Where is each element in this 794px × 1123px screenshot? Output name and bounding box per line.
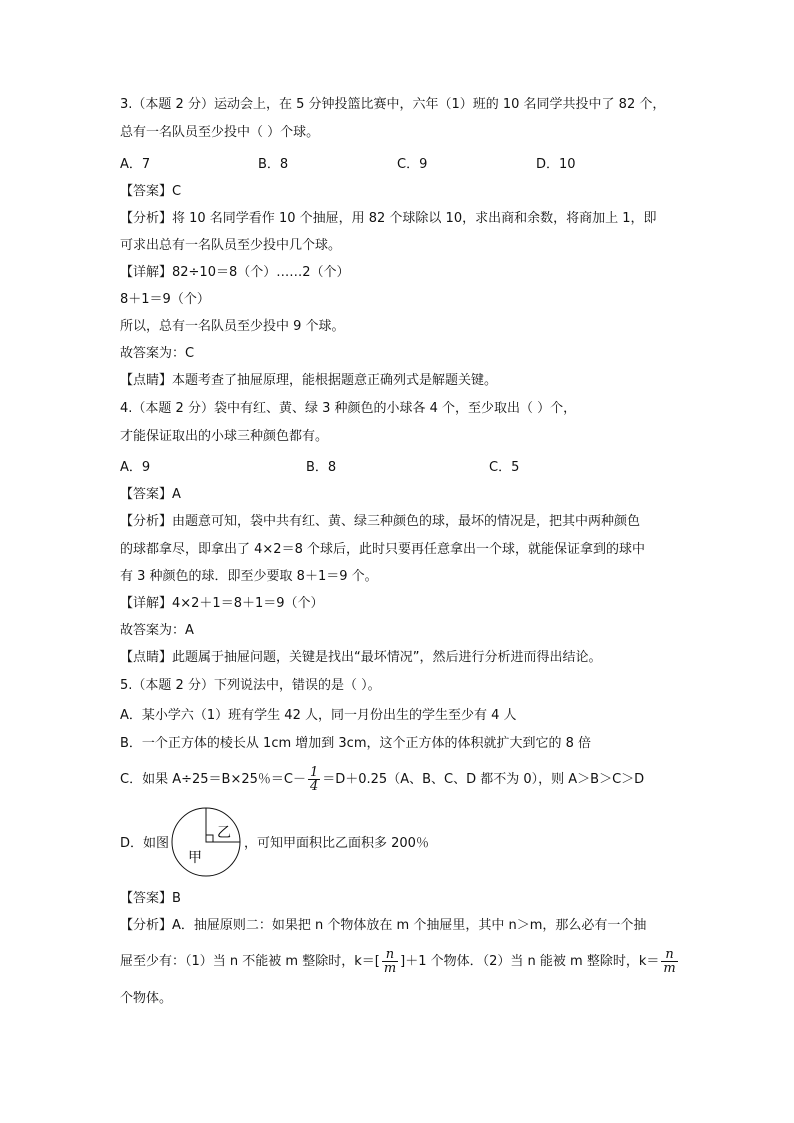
fraction-numerator: n — [661, 948, 677, 962]
q4-option-a: A．9 — [120, 460, 151, 475]
q5-option-d-suffix: ，可知甲面积比乙面积多 200％ — [244, 836, 429, 851]
q3-option-a: A．7 — [120, 157, 151, 172]
q4-final-answer: 故答案为：A — [120, 623, 194, 638]
q5-analysis-line1: 【分析】A．抽屉原则二：如果把 n 个物体放在 m 个抽屉里，其中 n＞m，那么必有一个抽 — [120, 918, 647, 933]
fraction-n-over-m — [382, 948, 398, 975]
q5-analysis-line3: 个物体。 — [120, 991, 173, 1006]
fraction-denominator: m — [663, 961, 676, 976]
fraction-numerator: 1 — [309, 765, 319, 780]
q3-option-d: D．10 — [536, 157, 576, 172]
q3-analysis-line2: 可求出总有一名队员至少投中几个球。 — [120, 238, 342, 253]
figure-label-yi: 乙 — [217, 825, 231, 841]
circle-figure — [170, 806, 242, 878]
q4-option-c: C．5 — [489, 460, 520, 475]
right-angle-mark — [206, 835, 213, 842]
q3-detail-line1: 【详解】82÷10＝8（个）……2（个） — [120, 265, 350, 280]
figure-label-jia: 甲 — [188, 850, 202, 866]
q3-analysis-line1: 【分析】将 10 名同学看作 10 个抽屉，用 82 个球除以 10，求出商和余数，将商加上 1，即 — [120, 211, 657, 226]
q3-stem-line1: 3.（本题 2 分）运动会上，在 5 分钟投篮比赛中，六年（1）班的 10 名同学共投中了 82 个， — [120, 97, 666, 112]
q5-option-c-suffix: ＝D＋0.25（A、B、C、D 都不为 0），则 A＞B＞C＞D — [322, 772, 645, 787]
q3-comment: 【点睛】本题考查了抽屉原理，能根据题意正确列式是解题关键。 — [120, 373, 498, 388]
q4-comment: 【点睛】此题属于抽屉问题，关键是找出“最坏情况”，然后进行分析进而得出结论。 — [120, 650, 602, 665]
q4-analysis-line1: 【分析】由题意可知，袋中共有红、黄、绿三种颜色的球，最坏的情况是，把其中两种颜色 — [120, 514, 641, 529]
fraction-denominator: 4 — [309, 779, 319, 794]
q3-stem-line2: 总有一名队员至少投中（ ）个球。 — [120, 125, 320, 140]
q4-analysis-line2: 的球都拿尽，即拿出了 4×2＝8 个球后，此时只要再任意拿出一个球，就能保证拿到的球中 — [120, 542, 645, 557]
q3-answer: 【答案】C — [120, 184, 182, 199]
q4-detail: 【详解】4×2＋1＝8＋1＝9（个） — [120, 596, 324, 611]
q5-stem: 5.（本题 2 分）下列说法中，错误的是（ ）。 — [120, 678, 381, 693]
q5-option-c — [120, 766, 644, 794]
q4-answer: 【答案】A — [120, 487, 181, 502]
fraction-numerator: n — [382, 948, 398, 962]
q5-answer: 【答案】B — [120, 891, 181, 906]
fraction-n-over-m — [661, 948, 677, 975]
q5-option-a: A．某小学六（1）班有学生 42 人，同一月份出生的学生至少有 4 人 — [120, 708, 517, 723]
q5-option-b: B．一个正方体的棱长从 1cm 增加到 3cm，这个正方体的体积就扩大到它的 8 倍 — [120, 736, 592, 751]
q3-detail-line2: 8＋1＝9（个） — [120, 292, 210, 307]
fraction-one-quarter — [308, 766, 320, 793]
q5-analysis-line2 — [120, 948, 680, 976]
q5-analysis-line2-part2: ]＋1 个物体．（2）当 n 能被 m 整除时，k＝ — [400, 954, 660, 969]
q3-final-answer: 故答案为：C — [120, 346, 195, 361]
q3-detail-line3: 所以，总有一名队员至少投中 9 个球。 — [120, 319, 345, 334]
q5-option-d-prefix: D．如图 — [120, 836, 170, 851]
q4-stem-line2: 才能保证取出的小球三种颜色都有。 — [120, 429, 329, 444]
q5-option-c-prefix: C．如果 A÷25＝B×25％＝C－ — [120, 772, 306, 787]
q3-option-b: B．8 — [258, 157, 289, 172]
q4-stem-line1: 4.（本题 2 分）袋中有红、黄、绿 3 种颜色的小球各 4 个，至少取出（ ）个， — [120, 401, 577, 416]
fraction-denominator: m — [383, 961, 397, 976]
q3-option-c: C．9 — [397, 157, 428, 172]
q5-analysis-line2-part1: 屉至少有：（1）当 n 不能被 m 整除时，k＝[ — [120, 954, 380, 969]
q4-option-b: B．8 — [306, 460, 337, 475]
q4-analysis-line3: 有 3 种颜色的球．即至少要取 8＋1＝9 个。 — [120, 569, 378, 584]
